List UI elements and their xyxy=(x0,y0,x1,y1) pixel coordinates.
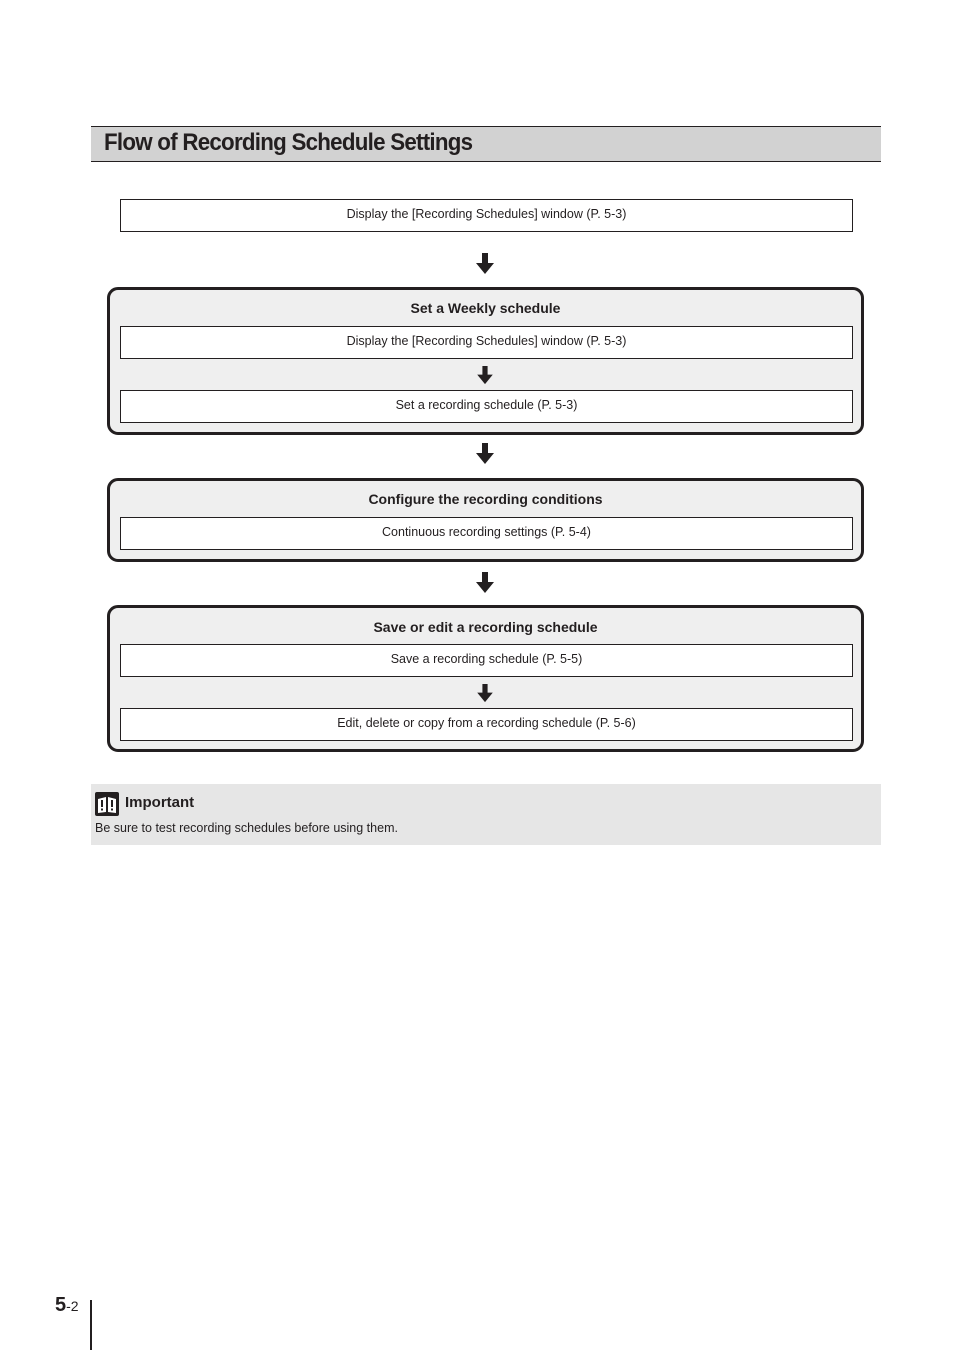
group-title: Set a Weekly schedule xyxy=(410,300,561,316)
down-arrow-icon xyxy=(476,572,494,594)
section-title-bar xyxy=(91,126,881,162)
flow-step: Set a recording schedule (P. 5-3) xyxy=(120,390,853,423)
important-book-icon xyxy=(95,792,119,816)
page-number-rule xyxy=(90,1300,92,1350)
down-arrow-icon xyxy=(476,443,494,465)
important-text: Be sure to test recording schedules before using them. xyxy=(95,821,398,835)
flow-step: Continuous recording settings (P. 5-4) xyxy=(120,517,853,550)
page-number xyxy=(55,1294,79,1317)
flow-step: Edit, delete or copy from a recording schedule (P. 5-6) xyxy=(120,708,853,741)
group-title: Configure the recording conditions xyxy=(368,491,603,507)
down-arrow-icon xyxy=(476,253,494,275)
page-title: Flow of Recording Schedule Settings xyxy=(104,129,473,156)
chapter-number: 5 xyxy=(55,1294,67,1316)
down-arrow-icon xyxy=(477,684,493,703)
flow-step: Display the [Recording Schedules] window (P. 5-3) xyxy=(120,326,853,359)
page-suffix: -2 xyxy=(66,1298,79,1314)
flow-step-display-window: Display the [Recording Schedules] window (P. 5-3) xyxy=(120,199,853,232)
group-title: Save or edit a recording schedule xyxy=(373,619,598,635)
important-title: Important xyxy=(125,794,195,811)
down-arrow-icon xyxy=(477,366,493,385)
flow-step: Save a recording schedule (P. 5-5) xyxy=(120,644,853,677)
important-note xyxy=(91,784,881,845)
